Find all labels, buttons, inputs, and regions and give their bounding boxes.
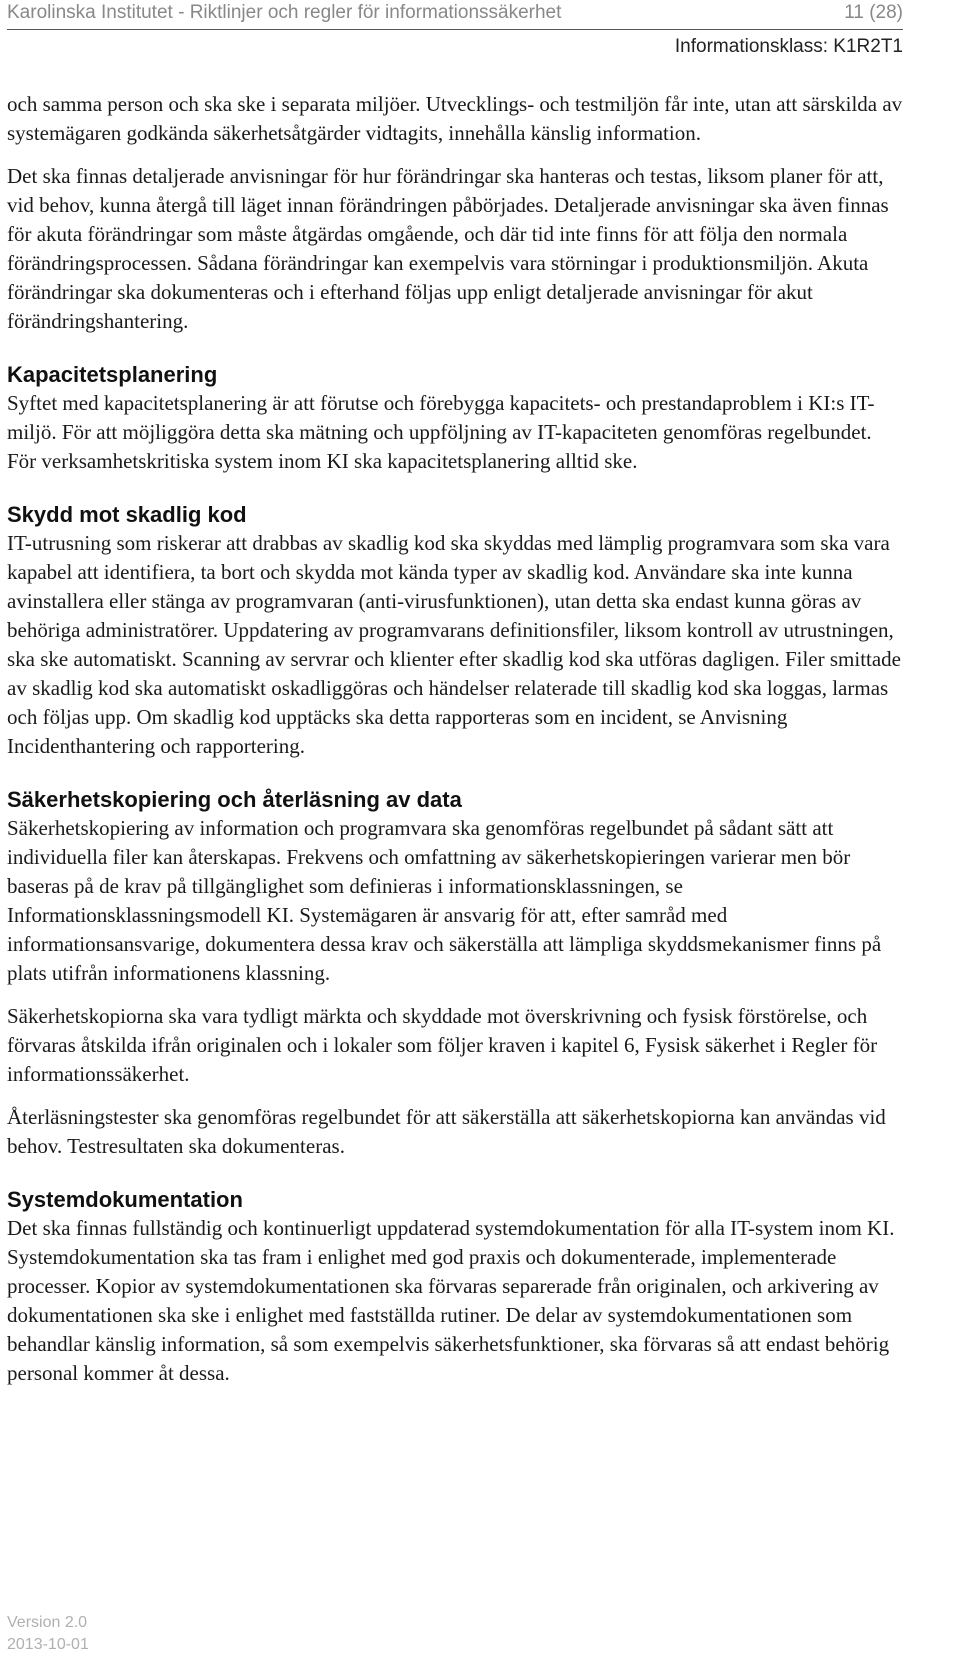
section-paragraph: IT-utrusning som riskerar att drabbas av skadlig kod ska skyddas med lämplig programvara som ska vara kapabel att identifiera, ta bort och skydda mot kända typer av skadlig kod. Användare ska inte kunna avinstallera eller stänga av programvaran (anti-virusfunktionen), utan detta ska endast kunna göras av behöriga administratörer. Uppdatering av programvarans definitionsfiler, liksom kontroll av utrustningen, ska ske automatiskt. Scanning av servrar och klienter efter skadlig kod ska utföras dagligen. Filer smittade av skadlig kod ska automatiskt oskadliggöras och händelser relaterade till skadlig kod ska loggas, larmas och följas upp. Om skadlig kod upptäcks ska detta rapporteras som en incident, se Anvisning Incidenthantering och rapportering.: [7, 531, 902, 758]
section-kapacitetsplanering: [7, 360, 905, 476]
intro-paragraph: och samma person och ska ske i separata miljöer. Utvecklings- och testmiljön får inte, utan att särskilda av systemägaren godkända säkerhetsåtgärder vidtagits, innehålla känslig information.: [7, 92, 903, 145]
section-skydd-mot-skadlig-kod: [7, 500, 905, 761]
section-paragraph: Säkerhetskopiorna ska vara tydligt märkta och skyddade mot överskrivning och fysisk förstörelse, och förvaras åtskilda ifrån originalen och i lokaler som följer kraven i kapitel 6, Fysisk säkerhet i Regler för informationssäkerhet.: [7, 1004, 878, 1086]
classification-label: Informationsklass: K1R2T1: [674, 36, 903, 57]
page-header: [7, 0, 903, 59]
section-heading: Säkerhetskopiering och återläsning av data: [7, 787, 462, 812]
date-label: 2013-10-01: [7, 1636, 89, 1653]
page-footer: [7, 1612, 89, 1656]
section-heading: Skydd mot skadlig kod: [7, 502, 247, 527]
section-sakerhetskopiering: [7, 785, 905, 1161]
section-paragraph: Säkerhetskopiering av information och programvara ska genomföras regelbundet på sådant sätt att individuella filer kan återskapas. Frekvens och omfattning av säkerhetskopieringen varierar men bör baseras på de krav på tillgänglighet som definieras i informationsklassningen, se Informationsklassningsmodell KI. Systemägaren är ansvarig för att, efter samråd med informationsansvarige, dokumentera dessa krav och säkerställa att lämpliga skyddsmekanismer finns på plats utifrån informationens klassning.: [7, 816, 882, 985]
document-title: Karolinska Institutet - Riktlinjer och regler för informationssäkerhet: [7, 2, 562, 23]
change-management-paragraph: Det ska finnas detaljerade anvisningar för hur förändringar ska hanteras och testas, liksom planer för att, vid behov, kunna återgå till läget innan förändringen påbörjades. Detaljerade anvisningar ska även finnas för akuta förändringar som måste åtgärdas omgående, och där tid inte finns för att följa den normala förändringsprocessen. Sådana förändringar kan exempelvis vara störningar i produktionsmiljön. Akuta förändringar ska dokumenteras och i efterhand följas upp enligt detaljerade anvisningar för akut förändringshantering.: [7, 164, 889, 333]
document-body: [7, 90, 905, 1388]
section-heading: Kapacitetsplanering: [7, 362, 218, 387]
header-divider: [7, 29, 903, 30]
version-label: Version 2.0: [7, 1614, 88, 1631]
section-paragraph: Återläsningstester ska genomföras regelbundet för att säkerställa att säkerhetskopiorna kan användas vid behov. Testresultaten ska dokumenteras.: [7, 1105, 886, 1158]
page-number: 11 (28): [844, 2, 903, 23]
section-paragraph: Syftet med kapacitetsplanering är att förutse och förebygga kapacitets- och prestandaproblem i KI:s IT-miljö. För att möjliggöra detta ska mätning och uppföljning av IT-kapaciteten genomföras regelbundet. För verksamhetskritiska system inom KI ska kapacitetsplanering alltid ske.: [7, 391, 875, 473]
section-paragraph: Det ska finnas fullständig och kontinuerligt uppdaterad systemdokumentation för alla IT-system inom KI. Systemdokumentation ska tas fram i enlighet med god praxis och dokumenterade, implementerade processer. Kopior av systemdokumentationen ska förvaras separerade från originalen, och arkivering av dokumentationen ska ske i enlighet med fastställda rutiner. De delar av systemdokumentationen som behandlar känslig information, så som exempelvis säkerhetsfunktioner, ska förvaras så att endast behörig personal kommer åt dessa.: [7, 1216, 895, 1385]
section-systemdokumentation: [7, 1185, 905, 1388]
header-top-row: [7, 0, 903, 26]
section-heading: Systemdokumentation: [7, 1187, 243, 1212]
